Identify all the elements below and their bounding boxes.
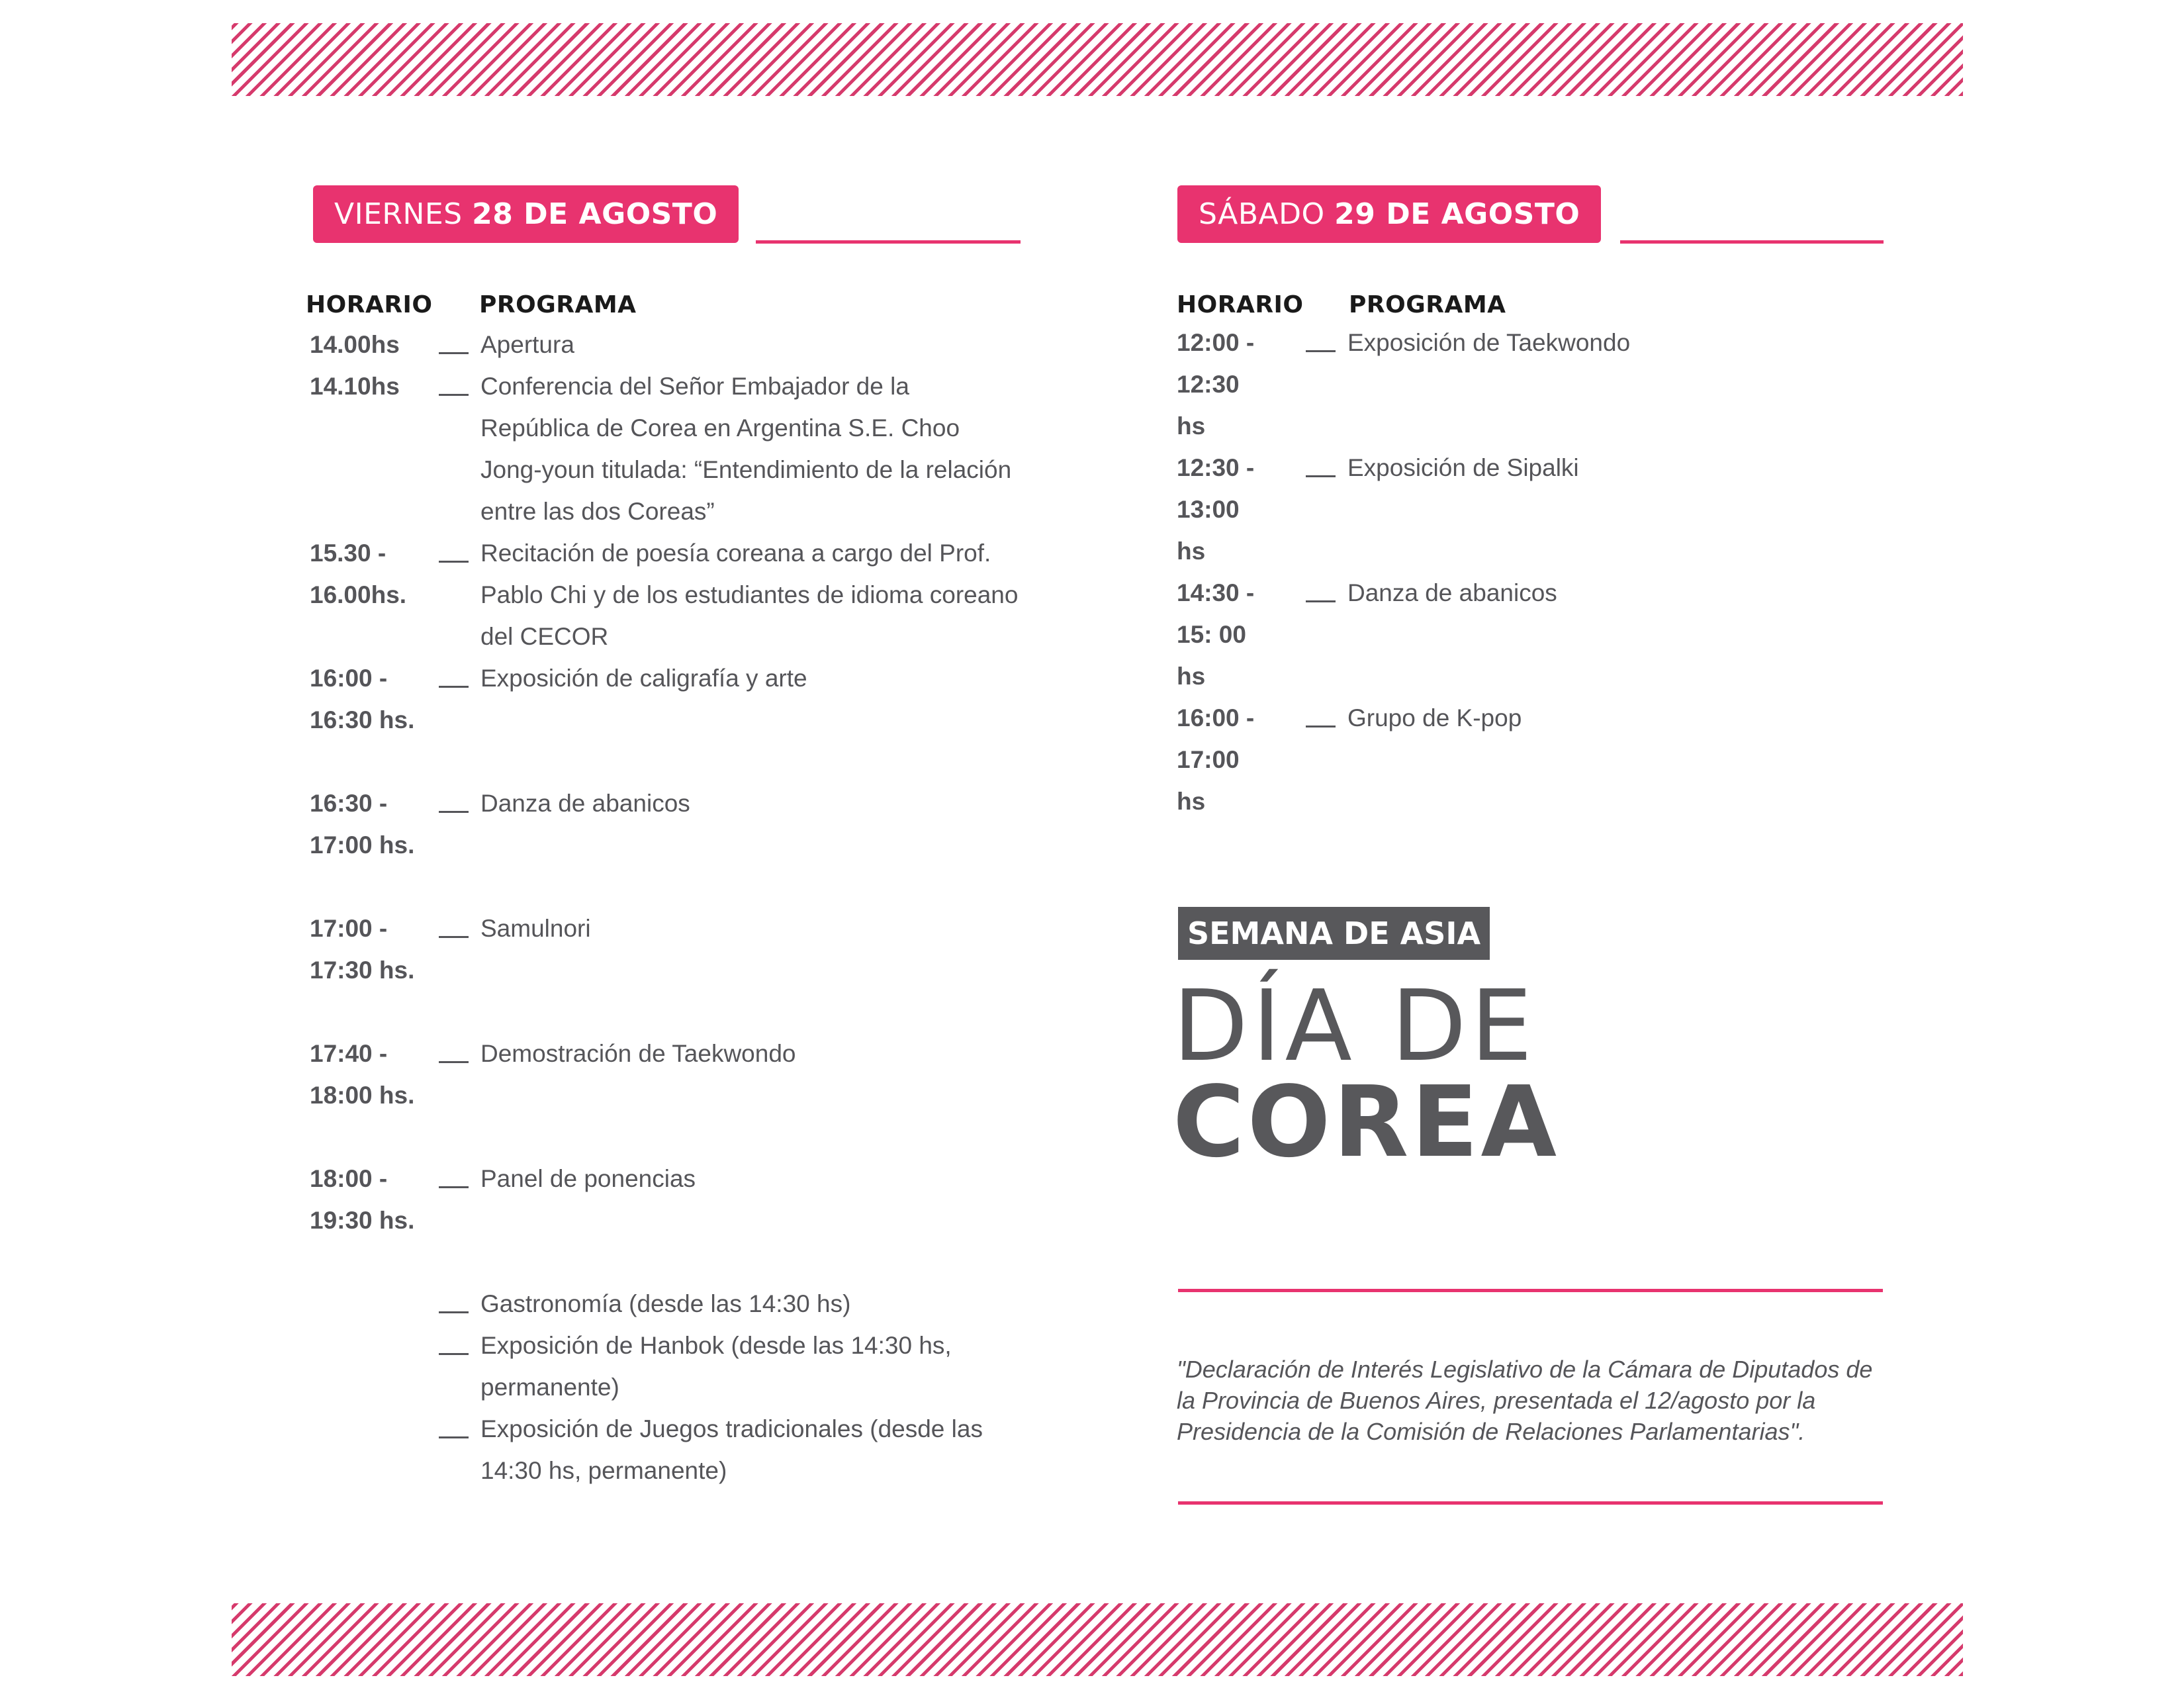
row-desc: Apertura (480, 331, 574, 358)
row-time: 16:30 - 17:00 hs. (310, 790, 415, 859)
legislative-declaration-note: "Declaración de Interés Legislativo de la Cámara de Diputados de la Provincia de Buenos Aires, presentada el 12/agosto por la Presidencia de la Comisión de Relaciones Parlamentarias". (1177, 1356, 1873, 1445)
row-dash (439, 561, 469, 563)
row-desc: Panel de ponencias (480, 1165, 696, 1192)
row-dash (439, 1311, 469, 1313)
row-desc: Samulnori (480, 915, 591, 942)
saturday-col-program: PROGRAMA (1349, 291, 1506, 318)
row-time: 17:40 - 18:00 hs. (310, 1040, 415, 1109)
row-dash (439, 352, 469, 354)
row-dash (439, 1061, 469, 1063)
row-desc: Grupo de K-pop (1347, 704, 1522, 731)
row-desc: Exposición de Taekwondo (1347, 329, 1631, 356)
saturday-day-name: SÁBADO (1199, 197, 1325, 231)
saturday-header (1177, 185, 1601, 243)
row-desc: Danza de abanicos (1347, 579, 1557, 606)
row-time: 14.10hs (310, 373, 400, 400)
row-desc: Demostración de Taekwondo (480, 1040, 796, 1067)
row-dash (1306, 600, 1336, 602)
friday-day-name: VIERNES (334, 197, 463, 231)
row-time: 14.00hs (310, 331, 400, 358)
dia-de-heading: DÍA DE (1173, 969, 1537, 1083)
row-dash (439, 1436, 469, 1438)
row-time: 16:00 - 17:00 hs (1177, 704, 1255, 815)
semana-de-asia-tag: SEMANA DE ASIA (1178, 907, 1490, 960)
row-dash (439, 394, 469, 396)
row-desc: Exposición de Sipalki (1347, 454, 1579, 481)
row-desc: Exposición de Hanbok (desde las 14:30 hs, permanente) (480, 1332, 952, 1401)
row-dash (1306, 475, 1336, 477)
row-time: 15.30 - 16.00hs. (310, 539, 407, 608)
row-dash (439, 811, 469, 813)
row-desc: Exposición de caligrafía y arte (480, 665, 807, 692)
row-time: 14:30 - 15: 00 hs (1177, 579, 1255, 690)
row-dash (439, 1186, 469, 1188)
row-dash (1306, 350, 1336, 352)
friday-col-time: HORARIO (306, 291, 433, 318)
row-dash (439, 1353, 469, 1355)
friday-date: 28 DE AGOSTO (472, 197, 718, 231)
row-dash (439, 936, 469, 938)
row-time: 18:00 - 19:30 hs. (310, 1165, 415, 1234)
note-top-rule (1178, 1289, 1883, 1292)
top-stripe-band (232, 23, 1963, 96)
row-desc: Conferencia del Señor Embajador de la República de Corea en Argentina S.E. Choo Jong-youn titulada: “Entendimiento de la relación entre las dos Coreas” (480, 373, 1012, 525)
friday-col-program: PROGRAMA (479, 291, 637, 318)
saturday-header-rule (1620, 240, 1884, 244)
note-bottom-rule (1178, 1501, 1883, 1505)
corea-heading: COREA (1173, 1065, 1560, 1179)
row-time: 12:30 - 13:00 hs (1177, 454, 1255, 565)
saturday-col-time: HORARIO (1177, 291, 1304, 318)
saturday-date: 29 DE AGOSTO (1334, 197, 1580, 231)
friday-header (313, 185, 739, 243)
row-time: 12:00 - 12:30 hs (1177, 329, 1255, 440)
row-time: 16:00 - 16:30 hs. (310, 665, 415, 733)
row-dash (439, 686, 469, 688)
row-desc: Danza de abanicos (480, 790, 690, 817)
row-desc: Gastronomía (desde las 14:30 hs) (480, 1290, 851, 1317)
bottom-stripe-band (232, 1603, 1963, 1676)
row-time: 17:00 - 17:30 hs. (310, 915, 415, 984)
row-desc: Recitación de poesía coreana a cargo del Prof. Pablo Chi y de los estudiantes de idioma coreano del CECOR (480, 539, 1019, 650)
friday-header-rule (756, 240, 1021, 244)
row-desc: Exposición de Juegos tradicionales (desde las 14:30 hs, permanente) (480, 1415, 983, 1484)
row-dash (1306, 726, 1336, 727)
